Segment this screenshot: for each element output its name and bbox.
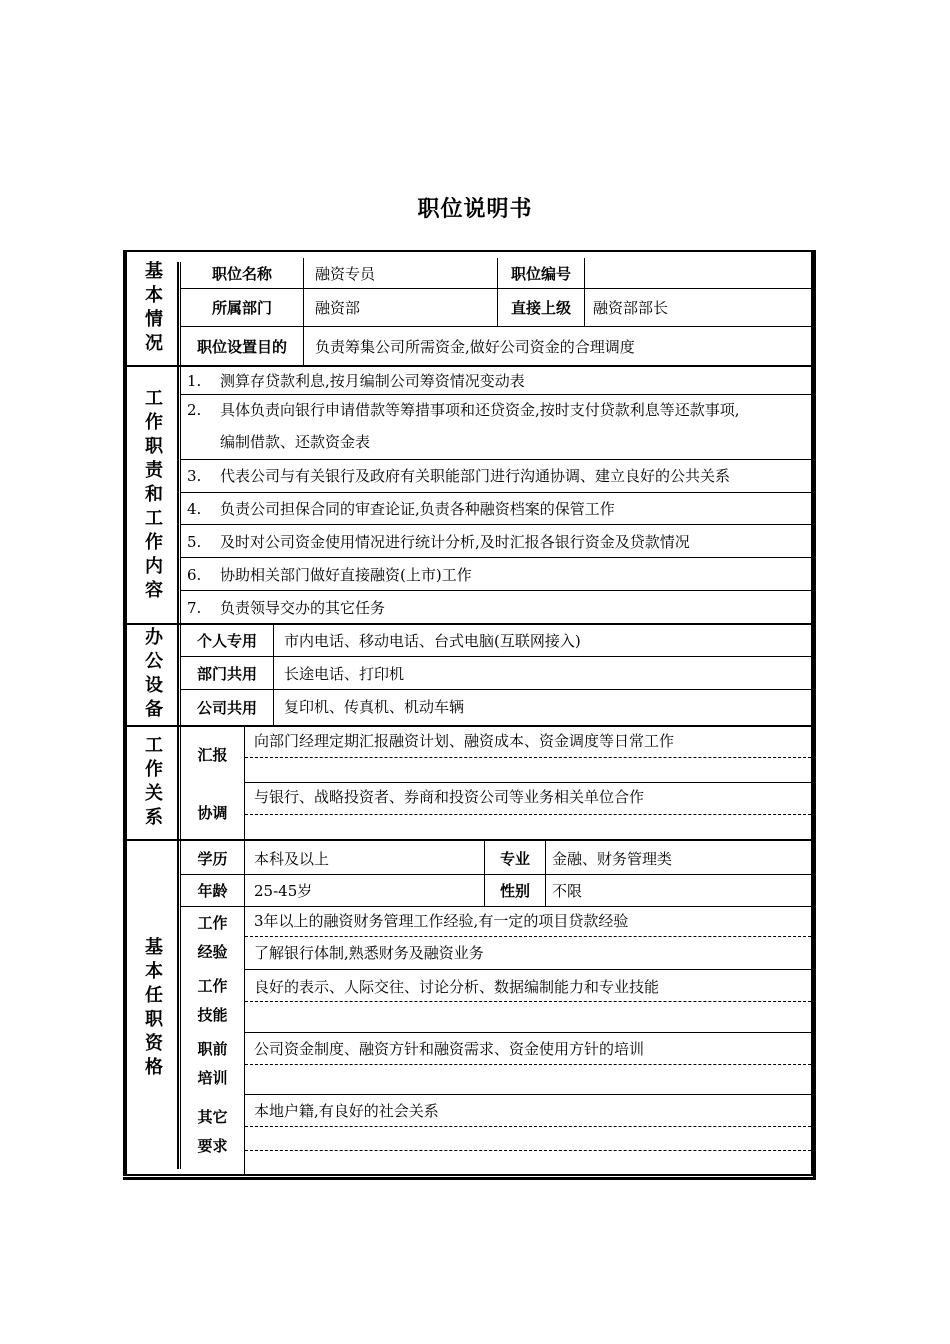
divider xyxy=(180,689,811,690)
report-label: 汇报 xyxy=(197,745,228,764)
duty-item xyxy=(187,465,730,486)
divider xyxy=(177,367,179,624)
divider xyxy=(180,524,811,525)
skills-label-line-2: 技能 xyxy=(197,1006,228,1024)
duty-item xyxy=(187,498,615,519)
duty-text: 及时对公司资金使用情况进行统计分析,及时汇报各银行资金及贷款情况 xyxy=(220,533,690,551)
dashed-line xyxy=(245,936,811,937)
dashed-line xyxy=(245,814,811,815)
divider xyxy=(177,625,179,725)
dashed-line xyxy=(245,757,811,758)
divider xyxy=(180,492,811,493)
superior-value: 融资部部长 xyxy=(593,299,669,317)
divider xyxy=(244,1032,811,1033)
equip-dept-label: 部门共用 xyxy=(196,665,257,683)
position-name-label: 职位名称 xyxy=(211,264,272,283)
divider xyxy=(244,727,245,839)
divider xyxy=(584,258,585,326)
divider xyxy=(244,1094,811,1095)
dashed-line xyxy=(245,1126,811,1127)
equip-company-label: 公司共用 xyxy=(196,699,257,717)
duty-text: 负责公司担保合同的审查论证,负责各种融资档案的保管工作 xyxy=(220,500,615,518)
experience-label-line-1: 工作 xyxy=(197,914,228,932)
duty-text: 负责领导交办的其它任务 xyxy=(220,599,386,617)
divider xyxy=(244,969,811,970)
section-relations: 工作关系 xyxy=(142,735,163,831)
other-label-line-1: 其它 xyxy=(197,1108,228,1126)
equip-personal-value: 市内电话、移动电话、台式电脑(互联网接入) xyxy=(284,632,581,650)
education-value: 本科及以上 xyxy=(254,849,330,868)
report-value: 向部门经理定期汇报融资计划、融资成本、资金调度等日常工作 xyxy=(254,732,675,750)
experience-value-2: 了解银行体制,熟悉财务及融资业务 xyxy=(254,944,484,962)
duty-number: 7. xyxy=(187,599,202,617)
coordinate-value: 与银行、战略投资者、券商和投资公司等业务相关单位合作 xyxy=(254,788,645,806)
page-title: 职位说明书 xyxy=(417,197,533,222)
training-label-line-2: 培训 xyxy=(197,1069,228,1087)
purpose-value: 负责筹集公司所需资金,做好公司资金的合理调度 xyxy=(315,337,635,356)
experience-label xyxy=(181,907,244,969)
duty-item xyxy=(187,394,812,458)
duty-number: 3. xyxy=(187,467,202,485)
duty-number: 2. xyxy=(187,401,202,419)
duty-text: 具体负责向银行申请借款等筹措事项和还贷资金,按时支付贷款利息等还款事项, xyxy=(220,401,740,419)
experience-value-1: 3年以上的融资财务管理工作经验,有一定的项目贷款经验 xyxy=(254,912,629,930)
age-label: 年龄 xyxy=(197,882,228,900)
other-label xyxy=(181,1095,244,1169)
age-value: 25-45岁 xyxy=(254,882,313,900)
skills-value-1: 良好的表示、人际交往、讨论分析、数据编制能力和专业技能 xyxy=(254,978,660,996)
training-value-1: 公司资金制度、融资方针和融资需求、资金使用方针的培训 xyxy=(254,1040,645,1058)
dept-label: 所属部门 xyxy=(211,299,272,317)
divider xyxy=(180,367,181,624)
job-description-form xyxy=(123,250,813,1176)
position-no-label: 职位编号 xyxy=(510,264,571,283)
section-basic-info: 基本情况 xyxy=(142,260,163,357)
divider xyxy=(177,841,179,1169)
duty-number: 6. xyxy=(187,566,202,584)
divider xyxy=(177,727,179,839)
position-name-value: 融资专员 xyxy=(315,264,376,283)
divider xyxy=(303,258,304,326)
experience-label-line-2: 经验 xyxy=(197,943,228,961)
major-label: 专业 xyxy=(499,849,530,868)
duty-item xyxy=(187,370,525,391)
duty-number: 4. xyxy=(187,500,202,518)
duty-number: 1. xyxy=(187,372,202,390)
dashed-line xyxy=(245,1064,811,1065)
section-duties: 工作职责和工作内容 xyxy=(142,387,163,604)
divider xyxy=(180,590,811,591)
divider xyxy=(303,327,304,365)
duty-text-continued: 编制借款、还款资金表 xyxy=(220,433,371,451)
duty-item xyxy=(187,597,385,618)
coordinate-label: 协调 xyxy=(197,804,228,822)
skills-label-line-1: 工作 xyxy=(197,977,228,995)
equip-personal-label: 个人专用 xyxy=(196,632,257,650)
dept-value: 融资部 xyxy=(315,299,361,317)
divider xyxy=(244,782,811,783)
dashed-line xyxy=(245,1150,811,1151)
duty-text: 测算存贷款利息,按月编制公司筹资情况变动表 xyxy=(220,372,525,390)
superior-label: 直接上级 xyxy=(510,299,571,317)
divider xyxy=(177,262,179,365)
divider xyxy=(180,656,811,657)
divider xyxy=(180,557,811,558)
duty-text: 代表公司与有关银行及政府有关职能部门进行沟通协调、建立良好的公共关系 xyxy=(220,467,731,485)
duty-text: 协助相关部门做好直接融资(上市)工作 xyxy=(220,566,472,584)
section-divider xyxy=(127,365,811,367)
training-label-line-1: 职前 xyxy=(197,1040,228,1058)
other-value-1: 本地户籍,有良好的社会关系 xyxy=(254,1102,439,1120)
section-qualifications: 基本任职资格 xyxy=(142,936,163,1081)
divider xyxy=(273,625,274,725)
training-label xyxy=(181,1033,244,1095)
gender-value: 不限 xyxy=(552,882,583,900)
duty-number: 5. xyxy=(187,533,202,551)
equip-company-value: 复印机、传真机、机动车辆 xyxy=(284,698,465,716)
purpose-label: 职位设置目的 xyxy=(196,337,287,356)
gender-label: 性别 xyxy=(499,882,530,900)
skills-label xyxy=(181,970,244,1032)
section-divider xyxy=(127,839,811,841)
education-label: 学历 xyxy=(197,849,228,868)
major-value: 金融、财务管理类 xyxy=(552,849,673,868)
dashed-line xyxy=(245,1001,811,1002)
other-label-line-2: 要求 xyxy=(197,1137,228,1155)
divider xyxy=(180,459,811,460)
duty-item xyxy=(187,531,690,552)
equip-dept-value: 长途电话、打印机 xyxy=(284,665,405,683)
duty-item xyxy=(187,564,472,585)
section-divider xyxy=(127,725,811,727)
section-equipment: 办公设备 xyxy=(142,627,163,723)
divider xyxy=(180,906,811,907)
